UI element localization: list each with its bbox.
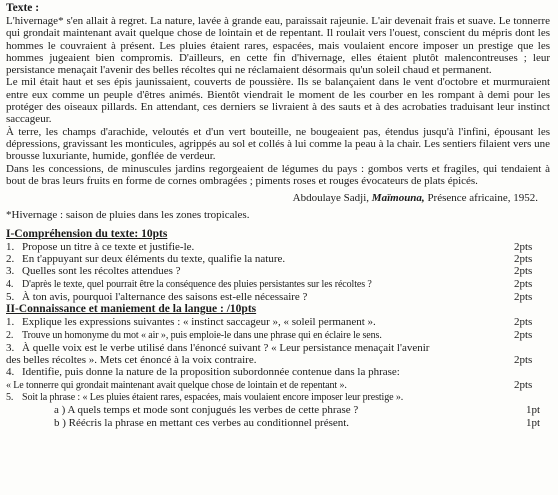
question-text: Trouve un homonyme du mot « air », puis emploie-le dans une phrase qui en éclaire le sens.	[22, 329, 382, 341]
source-work: Maïmouna,	[371, 192, 425, 205]
question-text: À quelle voix est le verbe utilisé dans l'énoncé suivant ? « Leur persistance menaçait l'avenir	[22, 341, 430, 354]
question-text: En t'appuyant sur deux éléments du texte, qualifie la nature.	[22, 253, 286, 266]
question-number: 3.	[6, 341, 15, 354]
text-body	[6, 15, 550, 187]
question-text: Soit la phrase : « Les pluies étaient rares, espacées, mais voulaient encore imposer leur prestige ».	[22, 392, 404, 404]
question-item	[6, 316, 550, 328]
sub-question-a	[6, 404, 550, 416]
question-points: 2pts	[514, 265, 533, 278]
question-text: Explique les expressions suivantes : « instinct saccageur », « soleil permanent ».	[22, 316, 376, 329]
paragraph-4: Dans les concessions, de minuscules jardins regorgeaient de légumes du pays : gombos verts et fragiles, qui tendaient à bout de bras leurs fruits en forme de cornes ombragées ; piments roses et rouges évocateurs de plats épicés.	[6, 162, 550, 187]
question-item-continued	[6, 379, 550, 392]
question-text-continued: des belles récoltes ». Mets cet énoncé à la voix contraire.	[6, 354, 257, 367]
question-text: Propose un titre à ce texte et justifie-le.	[22, 240, 195, 253]
question-points: 2pts	[514, 378, 533, 391]
question-item	[6, 253, 550, 265]
question-text: À ton avis, pourquoi l'alternance des saisons est-elle nécessaire ?	[22, 290, 308, 303]
question-points: 2pts	[514, 354, 533, 367]
question-text: Quelles sont les récoltes attendues ?	[22, 265, 181, 278]
sub-question-text: a ) A quels temps et mode sont conjugués les verbes de cette phrase ?	[54, 404, 359, 417]
question-points: 2pts	[514, 253, 533, 266]
question-item	[6, 329, 550, 342]
question-number: 1.	[6, 316, 15, 329]
question-item	[6, 366, 550, 378]
section-langue-title: II-Connaissance et maniement de la langue : /10pts	[6, 303, 257, 316]
question-number: 2.	[6, 329, 14, 341]
langue-questions	[6, 316, 550, 429]
section-comprehension-title: I-Compréhension du texte: 10pts	[6, 227, 168, 240]
question-number: 4.	[6, 278, 14, 290]
question-item	[6, 265, 550, 277]
question-number: 3.	[6, 265, 15, 278]
footnote: *Hivernage : saison de pluies dans les zones tropicales.	[6, 209, 250, 222]
question-number: 5.	[6, 392, 14, 404]
paragraph-1: L'hivernage* s'en allait à regret. La nature, lavée à grande eau, paraissait rajeunie. L'air devenait frais et suave. Le tonnerre qui grondait maintenant avait quelque chose de lointain et de repentant. Il roulait vers l'ouest, conscient du mépris dont les hommes le couvraient à présent. Les pluies étaient rares, espacées, mais voulaient encore imposer un prestige que les hommes jugeaient bien compromis. D'ailleurs, en cette fin d'hivernage, elles étaient plutôt malencontreuses ; leur persistance menaçait l'avenir des belles récoltes qui ne réclamaient désormais qu'un soleil chaud et permanent.	[6, 15, 550, 77]
question-points: 2pts	[514, 240, 533, 253]
question-number: 2.	[6, 253, 15, 266]
question-number: 4.	[6, 366, 15, 379]
paragraph-2: Le mil était haut et ses épis jaunissaient, couverts de poussière. Ils se balançaient dans le vent d'octobre et murmuraient entre eux comme un peuple d'êtres animés. Bientôt viendrait le moment de les courber en les rompant à demi pour les protéger des oiseaux pillards. En attendant, ces derniers se livraient à des sauts et à des acrobaties traduisant leur instinct saccageur.	[6, 76, 550, 126]
question-points: 2pts	[514, 277, 533, 290]
question-item	[6, 291, 550, 303]
sub-question-b	[6, 417, 550, 429]
question-item-continued	[6, 354, 550, 366]
question-item	[6, 392, 550, 404]
source-author: Abdoulaye Sadji,	[292, 192, 370, 205]
question-item	[6, 278, 550, 291]
question-item	[6, 241, 550, 253]
texte-heading: Texte :	[6, 2, 40, 14]
question-points: 2pts	[514, 316, 533, 329]
question-text-continued: « Le tonnerre qui grondait maintenant avait quelque chose de lointain et de repentant ».	[6, 379, 347, 391]
question-points: 2pts	[514, 328, 533, 341]
source-citation	[6, 192, 550, 204]
paragraph-3: À terre, les champs d'arachide, veloutés et d'un vert bouteille, ne bougeaient pas, étendus jusqu'à l'infini, épousant les dépressions, gravissant les monticules, agrippés au sol et collés à lui comme la peau à la chair. Les sentiers filaient vers une brousse luxuriante, humide, gonflée de verdeur.	[6, 125, 550, 163]
question-text: Identifie, puis donne la nature de la proposition subordonnée contenue dans la phrase:	[22, 366, 400, 379]
question-points: 1pt	[526, 416, 541, 429]
source-publisher: Présence africaine, 1952.	[427, 192, 538, 205]
question-number: 1.	[6, 240, 15, 253]
comprehension-questions	[6, 241, 550, 303]
question-text: D'après le texte, quel pourrait être la conséquence des pluies persistantes sur les récoltes ?	[22, 278, 372, 290]
question-points: 1pt	[526, 404, 541, 417]
sub-question-text: b ) Réécris la phrase en mettant ces verbes au conditionnel présent.	[54, 416, 350, 429]
question-item	[6, 342, 550, 354]
question-points: 2pts	[514, 290, 533, 303]
question-number: 5.	[6, 290, 15, 303]
